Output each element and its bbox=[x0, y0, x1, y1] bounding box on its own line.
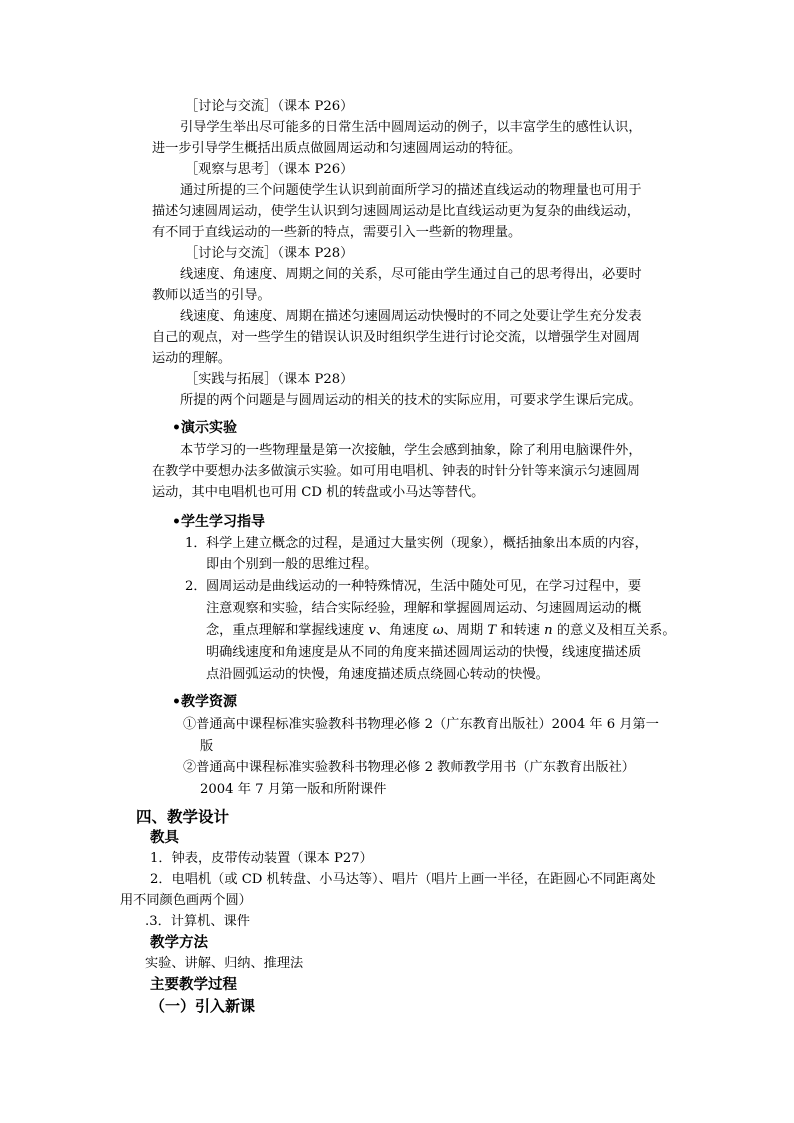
paragraph-line: 引导学生举出尽可能多的日常生活中圆周运动的例子，以丰富学生的感性认识， bbox=[180, 120, 642, 135]
paragraph-line: 在教学中要想办法多做演示实验。如可用电唱机、钟表的时针分针等来演示匀速圆周 bbox=[152, 464, 640, 479]
demo-heading: •演示实验 bbox=[172, 420, 237, 436]
resource-line: ①普通高中课程标准实验教科书物理必修 2（广东教育出版社）2004 年 6 月第一 bbox=[183, 717, 659, 732]
text-run: 和转速 bbox=[496, 623, 545, 638]
list-item-line: 科学上建立概念的过程，是通过大量实例（现象），概括抽象出本质的内容， bbox=[206, 536, 648, 551]
text-run: 念，重点理解和掌握线速度 bbox=[206, 623, 369, 638]
list-number: 2． bbox=[185, 579, 207, 594]
tools-heading: 教具 bbox=[150, 829, 179, 846]
practice-heading: ［实践与拓展］（课本 P28） bbox=[185, 372, 354, 387]
guide-heading: •学生学习指导 bbox=[172, 514, 265, 530]
observe-heading: ［观察与思考］（课本 P26） bbox=[185, 162, 354, 177]
list-item-line: 明确线速度和角速度是从不同的角度来描述圆周运动的快慢，线速度描述质 bbox=[206, 645, 642, 660]
list-number: 1． bbox=[185, 536, 207, 551]
design-heading: 四、教学设计 bbox=[136, 807, 230, 826]
paragraph-line: 进一步引导学生概括出质点做圆周运动和匀速圆周运动的特征。 bbox=[152, 141, 522, 156]
paragraph-line: 通过所提的三个问题使学生认识到前面所学习的描述直线运动的物理量也可用于 bbox=[180, 183, 642, 198]
process-heading: 主要教学过程 bbox=[150, 976, 237, 993]
tool-item: 2．电唱机（或 CD 机转盘、小马达等）、唱片（唱片上画一半径，在距圆心不同距离处 bbox=[150, 872, 656, 887]
tool-item: 用不同颜色画两个圆） bbox=[120, 893, 252, 908]
paragraph-line: 自己的观点，对一些学生的错误认识及时组织学生进行讨论交流，以增强学生对圆周 bbox=[152, 330, 640, 345]
paragraph-line: 本节学习的一些物理量是第一次接触，学生会感到抽象，除了利用电脑课件外， bbox=[180, 443, 642, 458]
paragraph-line: 运动，其中电唱机也可用 CD 机的转盘或小马达等替代。 bbox=[152, 485, 485, 500]
discussion-heading-2: ［讨论与交流］（课本 P28） bbox=[185, 246, 354, 261]
paragraph-line: 有不同于直线运动的一些新的特点，需要引入一些新的物理量。 bbox=[152, 225, 522, 240]
resource-line: 2004 年 7 月第一版和所附课件 bbox=[200, 782, 387, 797]
paragraph-line: 教师以适当的引导。 bbox=[152, 288, 271, 303]
symbol-n: n bbox=[544, 623, 553, 638]
paragraph-line: 运动的理解。 bbox=[152, 351, 232, 366]
list-item-line: 圆周运动是曲线运动的一种特殊情况，生活中随处可见，在学习过程中，要 bbox=[206, 579, 642, 594]
symbol-T: T bbox=[487, 623, 497, 638]
paragraph-line: 所提的两个问题是与圆周运动的相关的技术的实际应用，可要求学生课后完成。 bbox=[180, 393, 642, 408]
paragraph-line: 描述匀速圆周运动，使学生认识到匀速圆周运动是比直线运动更为复杂的曲线运动， bbox=[152, 204, 640, 219]
resources-heading: •教学资源 bbox=[172, 694, 237, 710]
text-run: 、周期 bbox=[443, 623, 488, 638]
discussion-heading-1: ［讨论与交流］（课本 P26） bbox=[185, 99, 354, 114]
paragraph-line: 线速度、角速度、周期在描述匀速圆周运动快慢时的不同之处要让学生充分发表 bbox=[180, 309, 642, 324]
list-item-line-symbols bbox=[206, 620, 676, 641]
tool-item: 1．钟表，皮带传动装置（课本 P27） bbox=[150, 851, 373, 866]
symbol-omega: ω bbox=[432, 623, 444, 638]
intro-heading: （一）引入新课 bbox=[150, 997, 256, 1015]
resource-line: ②普通高中课程标准实验教科书物理必修 2 教师教学用书（广东教育出版社） bbox=[183, 760, 635, 775]
methods-text: 实验、讲解、归纳、推理法 bbox=[145, 956, 304, 971]
paragraph-line: 线速度、角速度、周期之间的关系，尽可能由学生通过自己的思考得出，必要时 bbox=[180, 267, 642, 282]
methods-heading: 教学方法 bbox=[150, 934, 208, 951]
resource-line: 版 bbox=[200, 739, 214, 754]
tool-item: .3．计算机、课件 bbox=[145, 914, 250, 929]
list-item-line: 点沿圆弧运动的快慢，角速度描述质点绕圆心转动的快慢。 bbox=[206, 667, 549, 682]
list-item-line: 注意观察和实验，结合实际经验，理解和掌握圆周运动、匀速圆周运动的概 bbox=[206, 601, 642, 616]
text-run: 的意义及相互关系。 bbox=[552, 623, 676, 638]
symbol-v: v bbox=[368, 623, 376, 638]
list-item-line: 即由个别到一般的思维过程。 bbox=[206, 557, 378, 572]
text-run: 、角速度 bbox=[375, 623, 433, 638]
